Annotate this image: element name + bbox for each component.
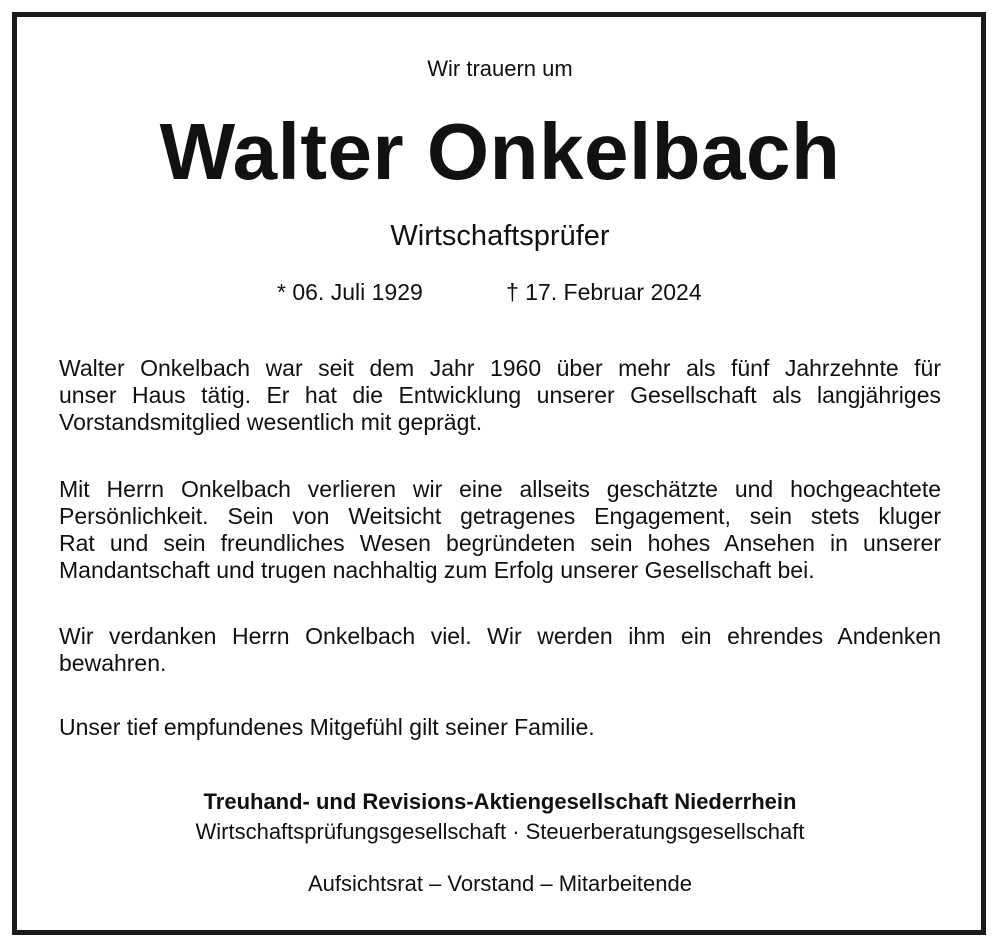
paragraph-line: Vorstandsmitglied wesentlich mit geprägt. xyxy=(59,409,483,435)
paragraph-2 xyxy=(59,476,941,584)
organization-type: Wirtschaftsprüfungsgesellschaft · Steuerberatungsgesellschaft xyxy=(195,819,805,844)
paragraph-line: Persönlichkeit. Sein von Weitsicht getragenes Engagement, sein stets kluger xyxy=(59,503,941,529)
paragraph-line: bewahren. xyxy=(59,650,167,676)
organization-name: Treuhand- und Revisions-Aktiengesellschaft Niederrhein xyxy=(203,789,797,814)
paragraph-line: Wir verdanken Herrn Onkelbach viel. Wir werden ihm ein ehrendes Andenken xyxy=(59,623,941,649)
birth-date: * 06. Juli 1929 xyxy=(277,279,423,305)
intro-text: Wir trauern um xyxy=(427,56,573,81)
deceased-name: Walter Onkelbach xyxy=(159,107,841,196)
paragraph-line: unser Haus tätig. Er hat die Entwicklung unserer Gesellschaft als langjähriges xyxy=(59,382,941,408)
paragraph-line: Mit Herrn Onkelbach verlieren wir eine allseits geschätzte und hochgeachtete xyxy=(59,476,941,502)
paragraph-3 xyxy=(59,623,941,677)
death-date: † 17. Februar 2024 xyxy=(506,279,702,305)
paragraph-4 xyxy=(59,714,941,741)
signatories: Aufsichtsrat – Vorstand – Mitarbeitende xyxy=(308,871,692,896)
paragraph-line: Unser tief empfundenes Mitgefühl gilt seiner Familie. xyxy=(59,714,595,740)
profession: Wirtschaftsprüfer xyxy=(390,220,610,252)
paragraph-1 xyxy=(59,355,941,436)
paragraph-line: Mandantschaft und trugen nachhaltig zum Erfolg unserer Gesellschaft bei. xyxy=(59,557,815,583)
paragraph-line: Rat und sein freundliches Wesen begründeten sein hohes Ansehen in unserer xyxy=(59,530,941,556)
paragraph-line: Walter Onkelbach war seit dem Jahr 1960 über mehr als fünf Jahrzehnte für xyxy=(59,355,941,381)
